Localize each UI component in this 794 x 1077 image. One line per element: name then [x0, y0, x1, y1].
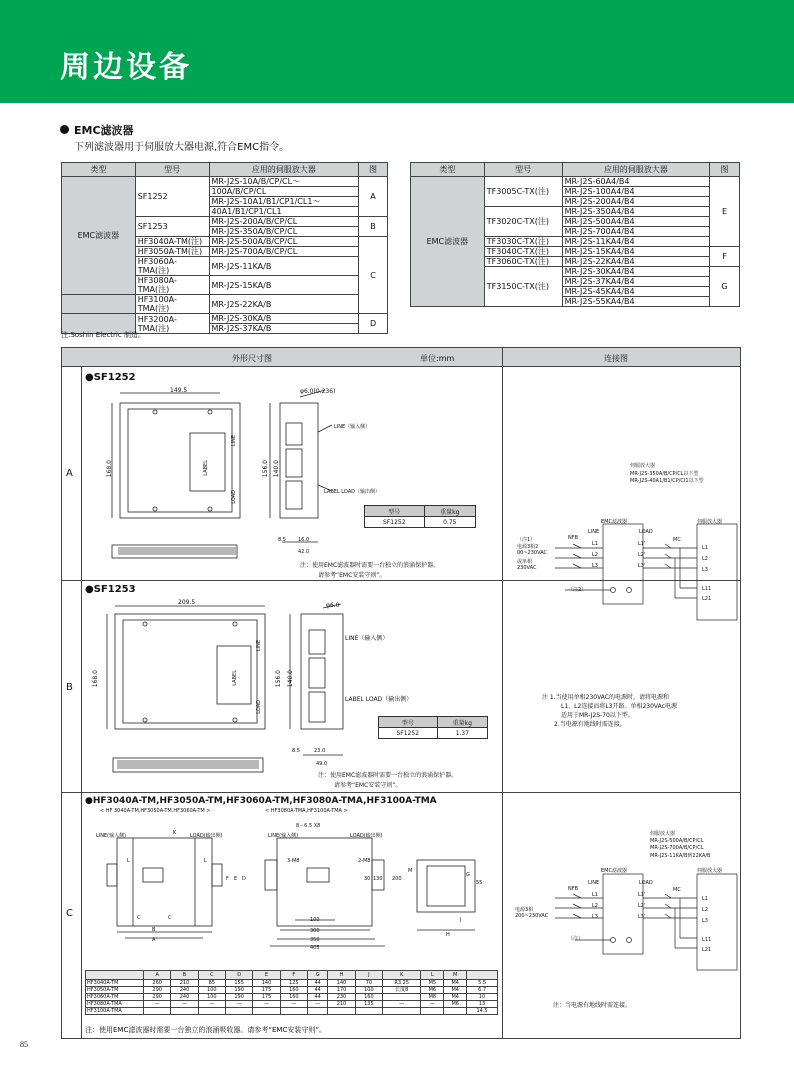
dim-cell: — — [307, 1001, 327, 1008]
secC-load-out: LOAD(输出侧) — [190, 833, 223, 839]
connA-emc: EMC滤波器 — [601, 519, 627, 525]
secB-title: ●SF1253 — [85, 584, 136, 595]
dim-row — [86, 987, 498, 994]
t2-amp: MR-J2S-55KA4/B4 — [562, 297, 709, 307]
dim-cell — [421, 1008, 444, 1015]
dim-cell: M5 — [421, 980, 444, 987]
connC-ps1: 电源3相 — [515, 907, 534, 913]
hf-series-drawing — [95, 820, 495, 970]
t2-amp: MR-J2S-500A4/B4 — [562, 217, 709, 227]
dim-cell: 85 — [198, 980, 225, 987]
secA-line-label: LINE（输入侧） — [334, 424, 371, 430]
t1-model: HF3060A-TMA(注) — [135, 257, 209, 276]
t2-amp: MR-J2S-30KA4/B4 — [562, 267, 709, 277]
t1-model: SF1253 — [135, 217, 209, 237]
connA-n2: L1、L2连接而将L3开路。单相230VAc电源 — [561, 703, 677, 710]
secC-c2: C — [168, 915, 172, 921]
dim-cell — [144, 1008, 171, 1015]
connA-L11: L11 — [702, 586, 712, 592]
dim-row — [86, 1008, 498, 1015]
dim-h: D — [225, 971, 252, 980]
wt-v: SF1252 — [379, 728, 438, 739]
dim-cell: 160 — [280, 987, 307, 994]
t1-model: HF3080A-TMA(注) — [135, 276, 209, 295]
connA-L1: L1 — [592, 541, 598, 547]
secA-label-box: LABEL — [203, 460, 209, 476]
secC-k: K — [173, 830, 177, 836]
secA-dim-hole: φ6.0(0.236) — [300, 388, 336, 395]
secC-h: H — [446, 932, 450, 938]
secA-title: ●SF1252 — [85, 372, 136, 383]
secC-c1: C — [137, 915, 141, 921]
connC-foot: 注：当电源有地线时需连接。 — [553, 1002, 632, 1009]
connC-L3p: L3' — [638, 914, 646, 920]
t1-amp: MR-J2S-350A/B/CP/CL — [209, 227, 359, 237]
connA-L3: L3 — [592, 563, 598, 569]
secC-sub2: < HF3080A-TMA,HF3100A-TMA > — [265, 808, 348, 814]
connC-out-L1: L1 — [702, 896, 708, 902]
secC-350: 350 — [310, 937, 320, 943]
connA-ps1: 电源3相2 — [517, 544, 539, 550]
dim-cell: 260 — [144, 980, 171, 987]
secC-l2: L — [204, 858, 207, 864]
secC-title: ●HF3040A-TM,HF3050A-TM,HF3060A-TM,HF3080A-TMA,HF3100A-TMA — [85, 796, 437, 806]
secB-load-label: LABEL LOAD（输出侧） — [345, 696, 413, 703]
dim-cell: — — [253, 1001, 280, 1008]
t2-amp: MR-J2S-37KA4/B4 — [562, 277, 709, 287]
secC-m: M — [408, 868, 413, 874]
t1-model: SF1252 — [135, 177, 209, 217]
dim-row — [86, 980, 498, 987]
connA-out-L3: L3 — [702, 567, 708, 573]
t1-h-amp: 应用的伺服放大器 — [209, 163, 359, 177]
secC-note: 注：使用EMC滤波器时需要一台独立的浪涌吸收器。请参考“EMC安装守则”。 — [85, 1026, 326, 1034]
dim-cell: 190 — [225, 994, 252, 1001]
dim-cell: — — [421, 1001, 444, 1008]
secB-note1: 注：使用EMC滤波器时需要一台独立的浪涌保护器。 — [318, 772, 458, 779]
connC-L2p: L2' — [638, 903, 646, 909]
secB-dim-h3: 140.0 — [287, 670, 294, 688]
t2-fig: F — [710, 247, 740, 267]
dim-cell: 240 — [171, 987, 198, 994]
secB-note2: 请参考“EMC安装守则”。 — [334, 782, 402, 789]
secB-dim-hole: φ6.0 — [326, 602, 340, 609]
connC-out-L2: L2 — [702, 907, 708, 913]
dim-cell — [225, 1008, 252, 1015]
connA-ps3: 或单相 — [517, 559, 533, 565]
dim-cell: 290 — [144, 994, 171, 1001]
dim-cell: 290 — [144, 987, 171, 994]
t1-amp: 40A1/B1/CP1/CL1 — [209, 207, 359, 217]
dim-cell: R3.25 — [383, 980, 421, 987]
secB-side-line: LINE — [256, 640, 262, 652]
conn-diagram-ab — [505, 510, 740, 620]
connA-mc: MC — [673, 537, 681, 543]
dim-cell: 125 — [280, 980, 307, 987]
dim-cell: 13 — [467, 1001, 498, 1008]
dim-cell: 160 — [280, 994, 307, 1001]
secC-200: 200 — [392, 876, 402, 882]
t2-h-amp: 应用的伺服放大器 — [562, 163, 709, 177]
secC-g: G — [466, 872, 470, 878]
dim-cell — [328, 1008, 355, 1015]
t1-h-fig: 图 — [359, 163, 388, 177]
wt-h: 重量kg — [437, 717, 487, 728]
t2-model: TF3150C-TX(注) — [484, 267, 562, 307]
dim-cell: HF3100A-TMA — [86, 1008, 144, 1015]
dim-cell: 210 — [171, 980, 198, 987]
secC-300: 300 — [310, 928, 320, 934]
connA-out-L2: L2 — [702, 556, 708, 562]
dim-cell: 170 — [328, 987, 355, 994]
secB-side-load: LOAD — [256, 700, 262, 714]
dim-cell: — — [225, 1001, 252, 1008]
dim-cell: 70 — [355, 980, 382, 987]
dim-cell: 160 — [355, 994, 382, 1001]
dim-cell: 155 — [225, 980, 252, 987]
dim-cell: — — [144, 1001, 171, 1008]
row-label-A: A — [66, 468, 73, 479]
connC-L2: L2 — [592, 903, 598, 909]
secB-dim-h1: 168.0 — [92, 670, 99, 688]
wt-h: 型号 — [379, 717, 438, 728]
emc-bullet-icon — [60, 125, 69, 134]
dim-cell — [307, 1008, 327, 1015]
dim-cell — [280, 1008, 307, 1015]
dim-h: M — [444, 971, 467, 980]
page-title: 周边设备 — [60, 50, 192, 85]
connA-out-L1: L1 — [702, 545, 708, 551]
secC-sub1: < HF 3040A-TM,HF3050A-TM,HF3060A-TM > — [100, 808, 211, 814]
wt-h: 重量kg — [424, 506, 475, 517]
secA-dim-b3: 42.0 — [298, 549, 310, 555]
secC-405: 405 — [310, 945, 320, 951]
col-divider — [502, 347, 503, 1039]
wt-h: 型号 — [365, 506, 425, 517]
secA-load-label: LABEL LOAD（输出侧） — [324, 489, 381, 495]
secA-dim-h2: 156.0 — [262, 460, 269, 478]
connA-L2: L2 — [592, 552, 598, 558]
dim-cell: 140 — [253, 980, 280, 987]
t1-model: HF3040A-TM(注) — [135, 237, 209, 247]
secC-e: E — [234, 876, 238, 882]
dim-cell — [383, 994, 421, 1001]
secC-b: B — [152, 927, 156, 933]
dim-cell: — — [280, 1001, 307, 1008]
dim-row — [86, 1001, 498, 1008]
dim-cell: HF3080A-TMA — [86, 1001, 144, 1008]
dim-h: L — [421, 971, 444, 980]
dim-cell — [253, 1008, 280, 1015]
connC-L11: L11 — [702, 937, 712, 943]
t1-amp: MR-J2S-500A/B/CP/CL — [209, 237, 359, 247]
secB-dim-b1: 8.5 — [292, 748, 300, 754]
secC-line-in-2: LINE(输入侧) — [268, 833, 299, 839]
connC-servo-l3: MR-J2S-11KA/B到22KA/B — [650, 853, 711, 859]
connC-mc: MC — [673, 887, 681, 893]
t1-amp: 100A/B/CP/CL — [209, 187, 359, 197]
dim-cell: — — [171, 1001, 198, 1008]
dim-cell: 长度8 — [383, 987, 421, 994]
secB-weight-table — [378, 716, 488, 739]
dim-cell: 44 — [307, 980, 327, 987]
t1-amp: MR-J2S-15KA/B — [209, 276, 359, 295]
wt-v: 0.75 — [424, 517, 475, 528]
t2-amp: MR-J2S-11KA4/B4 — [562, 237, 709, 247]
dim-cell: 100 — [355, 987, 382, 994]
dim-cell: 5.5 — [467, 980, 498, 987]
t1-fig: A — [359, 177, 388, 217]
t2-amp: MR-J2S-60A4/B4 — [562, 177, 709, 187]
secB-line-label: LINE（输入侧） — [345, 635, 389, 642]
unit-header: 单位:mm — [420, 354, 455, 363]
dim-cell: M4 — [444, 987, 467, 994]
t1-amp: MR-J2S-10A/B/CP/CL～ — [209, 177, 359, 187]
secB-dim-h2: 156.0 — [275, 670, 282, 688]
connA-note2: （注2） — [568, 587, 587, 593]
conn-header: 连接图 — [604, 354, 628, 363]
connA-ps4: 230VAC — [517, 565, 537, 571]
connA-servo-l2: MR-J2S-40A1/B1/CP/CI1以下型 — [630, 478, 704, 484]
dim-cell: 240 — [171, 994, 198, 1001]
secC-55: 55 — [476, 880, 483, 886]
dim-h: F — [280, 971, 307, 980]
t2-amp: MR-J2S-700A4/B4 — [562, 227, 709, 237]
dim-cell — [444, 1008, 467, 1015]
dim-cell: 210 — [328, 1001, 355, 1008]
connA-L2p: L2' — [638, 552, 646, 558]
t2-model: TF3040C-TX(注) — [484, 247, 562, 257]
dim-h: C — [198, 971, 225, 980]
dim-cell: — — [383, 1001, 421, 1008]
t1-amp: MR-J2S-700A/B/CP/CL — [209, 247, 359, 257]
dim-cell: 135 — [355, 1001, 382, 1008]
t1-h-type: 类型 — [62, 163, 136, 177]
connC-emc: EMC滤波器 — [601, 868, 627, 874]
connA-n4: 2.当电源有地线时需连接。 — [554, 721, 626, 728]
t1-amp: MR-J2S-22KA/B — [209, 295, 359, 314]
connC-ps2: 200~230VAC — [515, 913, 549, 919]
t1-amp: MR-J2S-30KA/B — [209, 314, 359, 324]
dim-cell: 230 — [328, 994, 355, 1001]
main-header-row — [61, 347, 741, 367]
dim-cell: 100 — [198, 994, 225, 1001]
connC-servo-title: 伺服放大器 — [650, 831, 676, 837]
secA-dim-b2: 16.0 — [298, 537, 310, 543]
t1-amp: MR-J2S-37KA/B — [209, 324, 359, 334]
connC-note: （注） — [568, 936, 584, 942]
dim-cell: M8 — [421, 994, 444, 1001]
t2-amp: MR-J2S-15KA4/B4 — [562, 247, 709, 257]
connC-nfb: NFB — [568, 886, 579, 892]
connA-nfb: NFB — [568, 535, 579, 541]
dims-header: 外形尺寸图 — [232, 354, 272, 363]
t2-fig: E — [710, 177, 740, 247]
secA-dim-b1: 8.5 — [278, 537, 286, 543]
col-divider — [81, 367, 82, 1039]
dim-h: G — [307, 971, 327, 980]
secC-130: 130 — [373, 876, 383, 882]
t2-amp: MR-J2S-45KA4/B4 — [562, 287, 709, 297]
connC-load: LOAD — [639, 880, 653, 886]
secB-dim-b2: 23.0 — [314, 748, 326, 754]
secC-line-in: LINE(输入侧) — [96, 833, 127, 839]
secB-dim-b3: 49.0 — [316, 761, 328, 767]
t2-amp: MR-J2S-22KA4/B4 — [562, 257, 709, 267]
row-divider — [61, 792, 741, 793]
dim-cell — [198, 1008, 225, 1015]
t1-type-cell: EMC滤波器 — [62, 177, 136, 295]
secA-side-load: LOAD — [231, 490, 237, 504]
emc-filter-table-2 — [410, 162, 740, 307]
connA-L3p: L3' — [638, 563, 646, 569]
connA-line: LINE — [588, 529, 600, 535]
dim-row — [86, 994, 498, 1001]
secC-100: 100 — [310, 917, 320, 923]
secC-load-out-2: LOAD(输出侧) — [350, 833, 383, 839]
connC-L1p: L1' — [638, 892, 646, 898]
emc-note: 注:Soshin Electric 制造。 — [61, 331, 145, 339]
dim-cell — [355, 1008, 382, 1015]
secC-m8: 8－6.5 X8 — [296, 823, 321, 829]
dim-cell — [383, 1008, 421, 1015]
sf1252-drawing — [100, 385, 490, 575]
dim-cell: 140 — [328, 980, 355, 987]
dim-cell: — — [198, 1001, 225, 1008]
secC-30: 30 — [364, 876, 371, 882]
t2-model: TF3005C-TX(注) — [484, 177, 562, 207]
secC-l: L — [127, 858, 130, 864]
dim-cell: HF3050A-TM — [86, 987, 144, 994]
secC-a: A — [152, 937, 156, 943]
connA-n1: 注 1.当使用单相230VAC的电源时，请将电源和 — [542, 694, 669, 701]
t1-amp: MR-J2S-10A1/B1/CP1/CL1～ — [209, 197, 359, 207]
dim-cell: 44 — [307, 987, 327, 994]
t2-type-cell: EMC滤波器 — [411, 177, 485, 307]
t1-model: HF3200A-TMA(注) — [135, 314, 209, 334]
connA-servo-box: 伺服放大器 — [697, 519, 723, 525]
t2-model: TF3030C-TX(注) — [484, 237, 562, 247]
secA-dim-h1: 168.0 — [106, 460, 113, 478]
connC-line: LINE — [588, 880, 600, 886]
connC-L21: L21 — [702, 947, 712, 953]
dim-h — [467, 971, 498, 980]
secA-weight-table — [364, 505, 476, 528]
t1-h-model: 型号 — [135, 163, 209, 177]
t2-h-fig: 图 — [710, 163, 740, 177]
dim-h: E — [253, 971, 280, 980]
dim-h: H — [328, 971, 355, 980]
dim-cell: M4 — [444, 994, 467, 1001]
secC-d: D — [242, 876, 246, 882]
dim-cell: 175 — [253, 994, 280, 1001]
t2-amp: MR-J2S-200A4/B4 — [562, 197, 709, 207]
connA-servo-title: 伺服放大器 — [630, 463, 656, 469]
connA-ps2: 00~230VAC — [517, 550, 548, 556]
t1-fig: B — [359, 217, 388, 237]
connC-servo-l1: MR-J2S-500A/B/CP/CL — [650, 838, 704, 844]
t2-h-model: 型号 — [484, 163, 562, 177]
t2-amp: MR-J2S-350A4/B4 — [562, 207, 709, 217]
dim-h: B — [171, 971, 198, 980]
dim-h: K — [383, 971, 421, 980]
connC-servo-box: 伺服放大器 — [697, 868, 723, 874]
emc-filter-table-1 — [61, 162, 388, 334]
dim-cell: M6 — [444, 1001, 467, 1008]
page-header-band — [0, 0, 794, 103]
connC-L1: L1 — [592, 892, 598, 898]
secC-m8c: 2-M8 — [358, 858, 371, 864]
secA-side-line: LINE — [231, 435, 237, 447]
t2-h-type: 类型 — [411, 163, 485, 177]
dim-cell: 190 — [225, 987, 252, 994]
dim-h: A — [144, 971, 171, 980]
secB-label-box: LABEL — [232, 670, 238, 686]
row-label-B: B — [66, 682, 73, 693]
sf1253-drawing — [105, 600, 495, 785]
dim-cell: HF3060A-TM — [86, 994, 144, 1001]
t1-amp: MR-J2S-11KA/B — [209, 257, 359, 276]
hf-dimension-table — [85, 970, 498, 1015]
connA-L21: L21 — [702, 596, 712, 602]
t2-fig: G — [710, 267, 740, 307]
t2-model: TF3020C-TX(注) — [484, 207, 562, 237]
row-label-C: C — [66, 908, 73, 919]
wt-v: SF1252 — [365, 517, 425, 528]
page-number: 85 — [20, 1040, 28, 1049]
connA-load: LOAD — [639, 529, 653, 535]
secC-f: F — [226, 876, 229, 882]
secC-j: J — [460, 917, 462, 923]
dim-cell: 175 — [253, 987, 280, 994]
connC-L3: L3 — [592, 914, 598, 920]
secA-note2: 请参考“EMC安装守则”。 — [318, 572, 386, 579]
connA-L1p: L1' — [638, 541, 646, 547]
dim-cell: 6.7 — [467, 987, 498, 994]
wt-v: 1.37 — [437, 728, 487, 739]
secA-note1: 注：使用EMC滤波器时需要一台独立的浪涌保护器。 — [300, 562, 440, 569]
t1-fig: C — [359, 237, 388, 314]
connA-n3: 适用于MR-J2S-70以下型。 — [561, 712, 634, 719]
connA-note-ps: （注1） — [517, 537, 536, 543]
dim-cell — [171, 1008, 198, 1015]
dim-cell: 44 — [307, 994, 327, 1001]
t1-model: HF3100A-TMA(注) — [135, 295, 209, 314]
dim-cell: M6 — [421, 987, 444, 994]
secC-m8b: 3-M8 — [287, 858, 300, 864]
dim-cell: 10 — [467, 994, 498, 1001]
t2-model: TF3060C-TX(注) — [484, 257, 562, 267]
secA-dim-h3: 140.0 — [273, 460, 280, 478]
dim-cell: 100 — [198, 987, 225, 994]
secB-dim-width: 209.5 — [178, 599, 196, 606]
secA-dim-width: 149.5 — [170, 387, 188, 394]
dim-cell: HF3040A-TM — [86, 980, 144, 987]
connC-out-L3: L3 — [702, 918, 708, 924]
t1-amp: MR-J2S-200A/B/CP/CL — [209, 217, 359, 227]
dim-cell: 14.5 — [467, 1008, 498, 1015]
emc-description: 下列滤波器用于伺服放大器电源,符合EMC指令。 — [74, 142, 290, 153]
connA-servo-l1: MR-J2S-350A/B/CP/CL以下型 — [630, 471, 699, 477]
t1-model: HF3050A-TM(注) — [135, 247, 209, 257]
t1-fig: D — [359, 314, 388, 334]
emc-heading: EMC滤波器 — [74, 124, 134, 137]
dim-cell: M4 — [444, 980, 467, 987]
dim-h: J — [355, 971, 382, 980]
connC-servo-l2: MR-J2S-700A/B/CP/CL — [650, 845, 704, 851]
t2-amp: MR-J2S-100A4/B4 — [562, 187, 709, 197]
